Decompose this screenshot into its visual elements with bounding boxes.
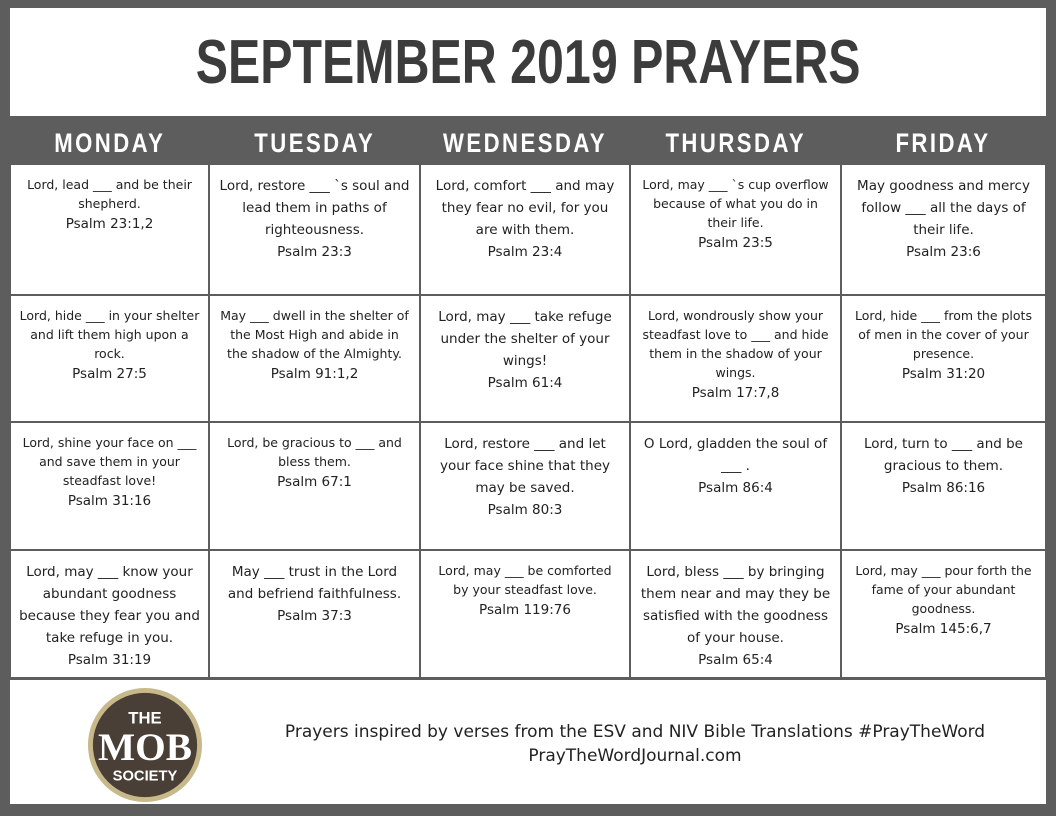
calendar-cell xyxy=(11,551,208,677)
scripture-reference: Psalm 31:20 xyxy=(901,366,986,382)
scripture-reference: Psalm 37:3 xyxy=(277,608,352,624)
prayer-text: Lord, hide ___ from the plots of men in the cover of your presence. xyxy=(855,308,1032,361)
prayer-text: Lord, be gracious to ___ and bless them. xyxy=(227,435,402,469)
calendar-cell xyxy=(631,296,840,421)
prayer-text: Lord, may ___ take refuge under the shelter of your wings! xyxy=(438,309,612,369)
scripture-reference: Psalm 67:1 xyxy=(277,474,352,490)
prayer-text: Lord, may ___ know your abundant goodness because they fear you and take refuge in you. xyxy=(19,564,200,646)
calendar-cell xyxy=(210,423,419,549)
prayer-text: Lord, lead ___ and be their shepherd. xyxy=(27,177,192,211)
mob-society-logo xyxy=(86,686,204,804)
prayer-text: May goodness and mercy follow ___ all the days of their life. xyxy=(857,178,1030,238)
scripture-reference: Psalm 23:6 xyxy=(906,244,981,260)
calendar-cell xyxy=(11,423,208,549)
scripture-reference: Psalm 119:76 xyxy=(479,602,571,618)
scripture-reference: Psalm 27:5 xyxy=(72,366,147,382)
calendar-cell xyxy=(421,165,629,294)
prayer-text: Lord, may ___ pour forth the fame of your abundant goodness. xyxy=(855,563,1032,616)
scripture-reference: Psalm 17:7,8 xyxy=(691,385,780,401)
prayer-text: May ___ dwell in the shelter of the Most High and abide in the shadow of the Almighty. xyxy=(220,308,409,361)
prayer-text: Lord, bless ___ by bringing them near and may they be satisfied with the goodness of your house. xyxy=(640,564,831,646)
prayer-text: Lord, shine your face on ___ and save them in your steadfast love! xyxy=(22,435,197,488)
calendar-cell xyxy=(631,551,840,677)
calendar-cell xyxy=(631,423,840,549)
logo-text-the: THE xyxy=(128,708,162,728)
scripture-reference: Psalm 23:5 xyxy=(698,235,773,251)
calendar-cell xyxy=(842,165,1045,294)
scripture-reference: Psalm 80:3 xyxy=(487,502,563,518)
day-header-friday: FRIDAY xyxy=(895,127,992,158)
scripture-reference: Psalm 31:16 xyxy=(67,493,152,509)
calendar-cell xyxy=(11,165,208,294)
translation-note: Prayers inspired by verses from the ESV and NIV Bible Translations #PrayTheWord xyxy=(284,722,986,742)
prayer-text: Lord, turn to ___ and be gracious to them. xyxy=(864,436,1023,474)
prayer-text: Lord, wondrously show your steadfast love to ___ and hide them in the shadow of your wings. xyxy=(642,308,829,380)
calendar-cell xyxy=(631,165,840,294)
scripture-reference: Psalm 31:19 xyxy=(67,652,152,668)
logo-text-mob: MOB xyxy=(98,724,192,769)
scripture-reference: Psalm 23:1,2 xyxy=(65,216,154,232)
calendar-cell xyxy=(210,296,419,421)
scripture-reference: Psalm 65:4 xyxy=(698,652,773,668)
calendar-cell xyxy=(842,423,1045,549)
website-link[interactable]: PrayTheWordJournal.com xyxy=(528,746,742,766)
scripture-reference: Psalm 23:3 xyxy=(277,244,352,260)
prayer-text: May ___ trust in the Lord and befriend faithfulness. xyxy=(227,564,402,602)
scripture-reference: Psalm 23:4 xyxy=(487,244,563,260)
calendar-cell xyxy=(421,423,629,549)
day-header-monday: MONDAY xyxy=(53,127,166,158)
footer xyxy=(10,680,1046,804)
page-title: SEPTEMBER 2019 PRAYERS xyxy=(195,27,861,97)
prayer-text: Lord, comfort ___ and may they fear no evil, for you are with them. xyxy=(435,178,615,238)
prayer-text: Lord, may ___ be comforted by your steadfast love. xyxy=(438,563,612,597)
calendar-cell xyxy=(421,296,629,421)
prayer-text: Lord, may ___ `s cup overflow because of what you do in their life. xyxy=(642,177,829,230)
scripture-reference: Psalm 91:1,2 xyxy=(270,366,359,382)
calendar-cell xyxy=(210,551,419,677)
day-header-wednesday: WEDNESDAY xyxy=(442,127,608,158)
logo-text-society: SOCIETY xyxy=(112,768,178,785)
title-banner xyxy=(10,8,1046,116)
footer-caption xyxy=(240,720,1030,768)
day-header-tuesday: TUESDAY xyxy=(253,127,375,158)
calendar-cell xyxy=(11,296,208,421)
calendar-cell xyxy=(842,296,1045,421)
day-header-thursday: THURSDAY xyxy=(665,127,806,158)
scripture-reference: Psalm 86:16 xyxy=(901,480,986,496)
calendar-cell xyxy=(842,551,1045,677)
calendar-cell xyxy=(210,165,419,294)
scripture-reference: Psalm 86:4 xyxy=(698,480,773,496)
weekday-header-row xyxy=(10,122,1046,164)
calendar-cell xyxy=(421,551,629,677)
prayer-text: Lord, restore ___ `s soul and lead them in paths of righteousness. xyxy=(219,178,410,238)
prayer-text: Lord, hide ___ in your shelter and lift them high upon a rock. xyxy=(19,308,200,361)
prayer-text: O Lord, gladden the soul of ___ . xyxy=(643,436,828,474)
calendar-grid xyxy=(10,164,1046,678)
prayer-text: Lord, restore ___ and let your face shine that they may be saved. xyxy=(439,436,611,496)
scripture-reference: Psalm 61:4 xyxy=(487,375,563,391)
scripture-reference: Psalm 145:6,7 xyxy=(895,621,992,637)
